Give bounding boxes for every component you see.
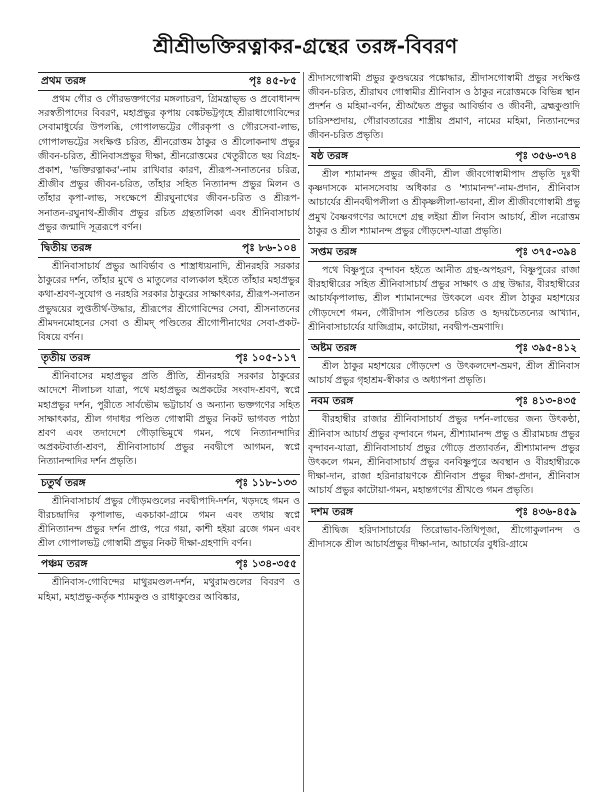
section-header <box>38 72 300 91</box>
left-column <box>38 72 300 794</box>
column-divider <box>303 72 304 792</box>
section-body: শ্রীনিবাসাচার্য প্রভুর আবির্ভাব ও শাস্ত্রাধ্যয়নাদি, শ্রীনরহরি সরকার ঠাকুরের দর্শন, তাঁহার মুখে ও মাতুলের বাল্যকাল হইতে তাঁহার মহাপ্রভুর কথা-শ্রবণ-সুযোগ ও নরহরি সরকার ঠাকুরের সাক্ষাৎকার, শ্রীরূপ-সনাতন প্রভুদ্বয়ের লুপ্ততীর্থ-উদ্ধার, শ্রীরূপের শ্রীগোবিন্দের সেবা, শ্রীসনাতনের শ্রীমদনমোহনের সেবা ও শ্রীমদ্ পণ্ডিতের শ্রীগোপীনাথের সেবা-প্রকট-বিষয়ে বর্ণন। <box>38 261 300 344</box>
section-4 <box>38 474 300 552</box>
section-body: পথে বিষ্ণুপুরে বৃন্দাবন হইতে আনীত গ্রন্থ-অপহরণ, বিষ্ণুপুরের রাজা বীরহাম্বীরের সহিত শ্রীনিবাসাচার্য প্রভুর সাক্ষাৎ ও গ্রন্থ উদ্ধার, বীরহাম্বীরের আচার্যকৃপালাভ, শ্রীল শ্যামানন্দের উৎকলে এবং শ্রীল ঠাকুর মহাশয়ের গৌড়দেশে গমন, গৌরীদাস পণ্ডিতের চরিত ও হৃদয়চৈতন্যের আখ্যান, শ্রীনিবাসাচার্যের যাজিগ্রাম, কাটোয়া, নবদ্বীপ-ভ্রমণাদি। <box>308 265 580 333</box>
section-body: শ্রীল ঠাকুর মহাশয়ের গৌড়দেশ ও উৎকলদেশ-ভ্রমণ, শ্রীল শ্রীনিবাস আচার্য প্রভুর গৃহাশ্রম-স্বীকার ও অধ্যাপনা প্রভৃতি। <box>308 361 580 387</box>
section-pages: পৃঃ ১১৮-১৩৩ <box>235 476 297 489</box>
section-heading: সপ্তম তরঙ্গ <box>311 246 357 259</box>
section-2 <box>38 239 300 345</box>
section-body: শ্রীদ্বিজ হরিদাসাচার্যের তিরোভাব-তিথিপূজা, শ্রীগোকুলানন্দ ও শ্রীদাসকে শ্রীল আচার্যপ্রভুর দীক্ষা-দান, আচার্যের বুধরি-গ্রামে <box>308 524 580 550</box>
page-title: শ্রীশ্রীভক্তিরত্নাকর-গ্রন্থের তরঙ্গ-বিবরণ <box>153 33 458 58</box>
section-heading: তৃতীয় তরঙ্গ <box>41 352 91 365</box>
section-body: শ্রীনিবাসাচার্য প্রভুর গৌড়মণ্ডলের নবদ্বীপাদি-দর্শন, খড়দহে গমন ও বীরচন্দ্রাদির কৃপালাভ, একচাকা-গ্রামে গমন এবং তথায় স্বপ্নে শ্রীনিত্যানন্দ প্রভুর দর্শন প্রাপ্ত, পরে গয়া, কাশী হইয়া ব্রজে গমন এবং শ্রীল গোপালভট্ট গোস্বামী প্রভুর নিকট দীক্ষা-গ্রহণাদি বর্ণন। <box>38 495 300 550</box>
section-header <box>38 555 300 574</box>
section-pages: পৃঃ ৪১৩-৪৩৫ <box>515 395 577 408</box>
section-heading: প্রথম তরঙ্গ <box>41 75 86 87</box>
section-pages: পৃঃ ৩৫৬-৩৭৪ <box>515 150 577 163</box>
section-body: শ্রীনিবাস-গোবিন্দের মাথুরমণ্ডল-দর্শন, মথুরামণ্ডলের বিবরণ ও মহিমা, মহাপ্রভু-কর্তৃক শ্যামকুণ্ড ও রাধাকুণ্ডের আবিষ্কার, <box>38 577 300 603</box>
section-body: শ্রীল শ্যামানন্দ প্রভুর জীবনী, শ্রীল জীবগোস্বামীপাদ প্রভৃতি দুঃখী কৃষ্ণদাসকে মানসসেবায় অধিকার ও 'শ্যামানন্দ'-নাম-প্রদান, শ্রীনিবাস আচার্যের শ্রীনবদ্বীপলীলা ও শ্রীকৃষ্ণলীলা-ভাবনা, শ্রীল শ্রীজীবগোস্বামী প্রভু প্রমুখ বৈষ্ণবগণের আদেশে গ্রন্থ লইয়া শ্রীল নিবাস আচার্য, শ্রীল নরোত্তম ঠাকুর ও শ্রীল শ্যামানন্দ প্রভুর গৌড়দেশ-যাত্রা প্রভৃতি। <box>308 169 580 237</box>
section-header <box>38 239 300 258</box>
section-header <box>308 147 580 166</box>
section-6 <box>308 147 580 239</box>
section-body: শ্রীনিবাসের মহাপ্রভুর প্রতি প্রীতি, শ্রীনরহরি সরকার ঠাকুরের আদেশে নীলাচল যাত্রা, পথে মহাপ্রভুর অপ্রকটের সংবাদ-শ্রবণ, স্বপ্নে মহাপ্রভুর দর্শন, পুরীতে সার্বভৌম ভট্টাচার্য ও অন্যান্য ভক্তগণের সহিত সাক্ষাৎকার, শ্রীল গদাধর পণ্ডিত গোস্বামী প্রভুর নিকট ভাগবত পাঠ্যা শ্রবণ এবং তদাদেশে গৌড়াভিমুখে গমন, পথে নিত্যানন্দাদির অপ্রকটবার্তা-শ্রবণ, শ্রীনিবাসাচার্য প্রভুর নবদ্বীপে আগমন, স্বপ্নে নিত্যানন্দাদির দর্শন প্রভৃতি। <box>38 371 300 468</box>
section-heading: ষষ্ঠ তরঙ্গ <box>311 150 348 163</box>
section-heading: নবম তরঙ্গ <box>311 395 354 408</box>
section-pages: পৃঃ ৮৬-১০৪ <box>242 242 297 255</box>
section-header <box>308 503 580 522</box>
right-column <box>308 72 580 794</box>
section-8 <box>308 339 580 388</box>
section-5 <box>38 555 300 604</box>
section-header <box>38 474 300 493</box>
section-pages: পৃঃ ৩৯৫-৪১২ <box>515 342 577 355</box>
section-7 <box>308 243 580 335</box>
section-heading: চতুর্থ তরঙ্গ <box>41 476 86 489</box>
section-header <box>308 243 580 262</box>
section-body: প্রথম গৌর ও গৌরভক্তগণের মঙ্গলাচরণ, গ্রিমন্ত্রাভ্ভ ও প্রবোধানন্দ সরস্বতীপাদের বিবরণ, মহাপ্রভুর কৃপায় বেঙ্কটভট্টগৃহে শ্রীরাধাগোবিন্দের সেবামাধুর্যের উপলব্ধি, গোপালভট্টের গৌরকৃপা ও গৌরসেবা-লাভ, গোপালভট্টের সংক্ষিপ্ত চরিত, শ্রীনরোত্তম ঠাকুর ও শ্রীলোকনাথ প্রভুর জীবন-চরিত, শ্রীনিবাসপ্রভুর দীক্ষা, শ্রীনরোত্তমের খেতুরীতে ছয় বিগ্রহ-প্রকাশ, 'ভক্তিরত্নাকর'-নাম রাখিবার কারণ, শ্রীরূপ-সনাতনের চরিত্র, শ্রীজীব প্রভুর জীবন-চরিত, তাঁহার সহিত নিত্যানন্দ প্রভুর মিলন ও তাঁহার কৃপা-লাভ, সংক্ষেপে শ্রীরঘুনাথের জীবন-চরিত ও শ্রীরূপ-সনাতন-রঘুনাথ-শ্রীজীব প্রভুর রচিত গ্রন্থতালিকা এবং শ্রীনিবাসাচার্য প্রভুর জন্মাদি সূত্ররূপে বর্ণন। <box>38 94 300 233</box>
section-pages: পৃঃ ৪৩৬-৪৫৯ <box>515 505 577 518</box>
section-10 <box>308 503 580 552</box>
section-pages: পৃঃ ৩৭৫-৩৯৪ <box>515 246 577 259</box>
section-pages: পৃঃ ৪৫-৮৫ <box>249 75 297 87</box>
section-heading: পঞ্চম তরঙ্গ <box>41 558 88 571</box>
section-heading: দ্বিতীয় তরঙ্গ <box>41 242 92 255</box>
section-1 <box>38 72 300 235</box>
section-pages: পৃঃ ১৩৪-৩৫৫ <box>235 558 297 571</box>
section-header <box>38 349 300 368</box>
section-9 <box>308 392 580 498</box>
section-heading: দশম তরঙ্গ <box>311 505 353 518</box>
section-pages: পৃঃ ১০৫-১১৭ <box>235 352 297 365</box>
section-header <box>308 392 580 411</box>
section-header <box>308 339 580 358</box>
section-5-continued <box>308 72 580 143</box>
section-body-continued: শ্রীদাসগোস্বামী প্রভুর কুণ্ডদ্বয়ের পঙ্কোদ্ধার, শ্রীদাসগোস্বামী প্রভুর সংক্ষিপ্ত জীবন-চরিত, শ্রীরাঘব গোস্বামীর শ্রীনিবাস ও ঠাকুর নরোত্তমকে বিভিন্ন স্থান প্রদর্শন ও মহিমা-বর্ণন, শ্রীঅদ্বৈত প্রভুর আবির্ভাব ও জীবনী, ব্রহ্মকুণ্ডাদি চারিসম্প্রদায়, গৌরাবতারের শাস্ত্রীয় প্রমাণ, নামের মহিমা, নিত্যানন্দের জীবন-চরিত প্রভৃতি। <box>308 73 580 141</box>
section-heading: অষ্টম তরঙ্গ <box>311 342 357 355</box>
section-3 <box>38 349 300 469</box>
section-body: বীরহাম্বীর রাজার শ্রীনিবাসাচার্য প্রভুর দর্শন-লাভের জন্য উৎকণ্ঠা, শ্রীনিবাস আচার্য প্রভুর বৃন্দাবনে গমন, শ্রীশ্যামানন্দ প্রভু ও শ্রীরামচন্দ্র প্রভুর বৃন্দাবন-যাত্রা, শ্রীনিবাসাচার্য প্রভুর গৌড়ে প্রত্যাবর্তন, শ্রীশ্যামানন্দ প্রভুর উৎকলে গমন, শ্রীনিবাসাচার্য প্রভুর বনবিষ্ণুপুরে অবস্থান ও বীরহাম্বীরকে দীক্ষা-দান, রাজা হরিনারায়ণকে শ্রীনিবাস প্রভুর দীক্ষা-প্রদান, শ্রীনিবাস আচার্য প্রভুর কাটোয়া-গমন, মহান্তগণের শ্রীখণ্ডে গমন প্রভৃতি। <box>308 414 580 497</box>
